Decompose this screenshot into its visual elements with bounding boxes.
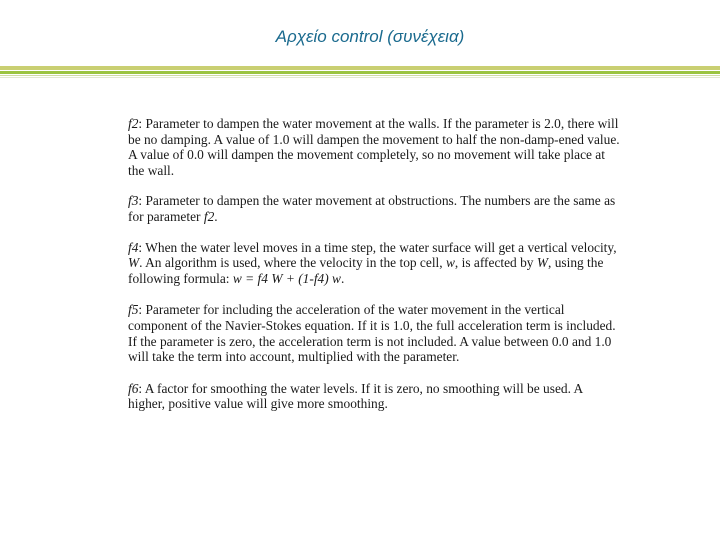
paragraph-f4 [128,240,620,287]
variable-w: w [445,255,455,271]
paragraph-f3-text: : Parameter to dampen the water movement at obstructions. The numbers are the same as for parameter [128,193,616,224]
header-rule-light [0,75,720,76]
paragraph-f6-text: : A factor for smoothing the water levels. If it is zero, no smoothing will be used. A higher, positive value will give more smoothing. [128,380,583,412]
parameter-label-f6: f6 [128,380,139,396]
paragraph-f4-text-2: . An algorithm is used, where the velocity in the top cell, [139,255,446,271]
paragraph-f4-text-3: , is affected by [454,255,537,271]
formula: w = f4 W + (1-f4) w [232,270,341,286]
paragraph-f5-text: : Parameter for including the acceleration of the water movement in the vertical component of the Navier-Stokes equation. If it is 1.0, the full acceleration term is included. If the parameter is zero, the acceleration term is not included. A value between 0.0 and 1.0 will take the term into account, multiplied with the parameter. [128,302,616,365]
header-rule-faint [0,77,720,78]
parameter-label-f3: f3 [128,193,139,209]
paragraph-f6 [128,381,620,412]
paragraph-f4-text-1: : When the water level moves in a time step, the water surface will get a vertical velocity, [138,239,617,255]
parameter-ref-f2: f2 [203,208,215,224]
parameter-descriptions [128,116,620,427]
paragraph-f4-text-4: , using the following formula: [128,255,604,286]
paragraph-f3 [128,193,620,224]
paragraph-f3-end: . [214,208,218,224]
slide-title: Αρχείο control (συνέχεια) [275,27,465,46]
variable-W: W [128,255,140,271]
parameter-label-f5: f5 [128,302,139,318]
paragraph-f4-end: . [340,270,345,286]
paragraph-f2 [128,116,620,178]
parameter-label-f4: f4 [128,239,139,255]
parameter-label-f2: f2 [128,116,139,131]
header-rule-olive [0,66,720,70]
paragraph-f5 [128,302,620,364]
header-rule-green [0,71,720,74]
paragraph-f2-text: : Parameter to dampen the water movement at the walls. If the parameter is 2.0, there will be no damping. A value of 1.0 will dampen the movement to half the non-damp-ened value. A value of 0.0 will dampen the movement completely, so no movement will take place at the wall. [128,116,620,178]
variable-W-2: W [536,255,548,271]
